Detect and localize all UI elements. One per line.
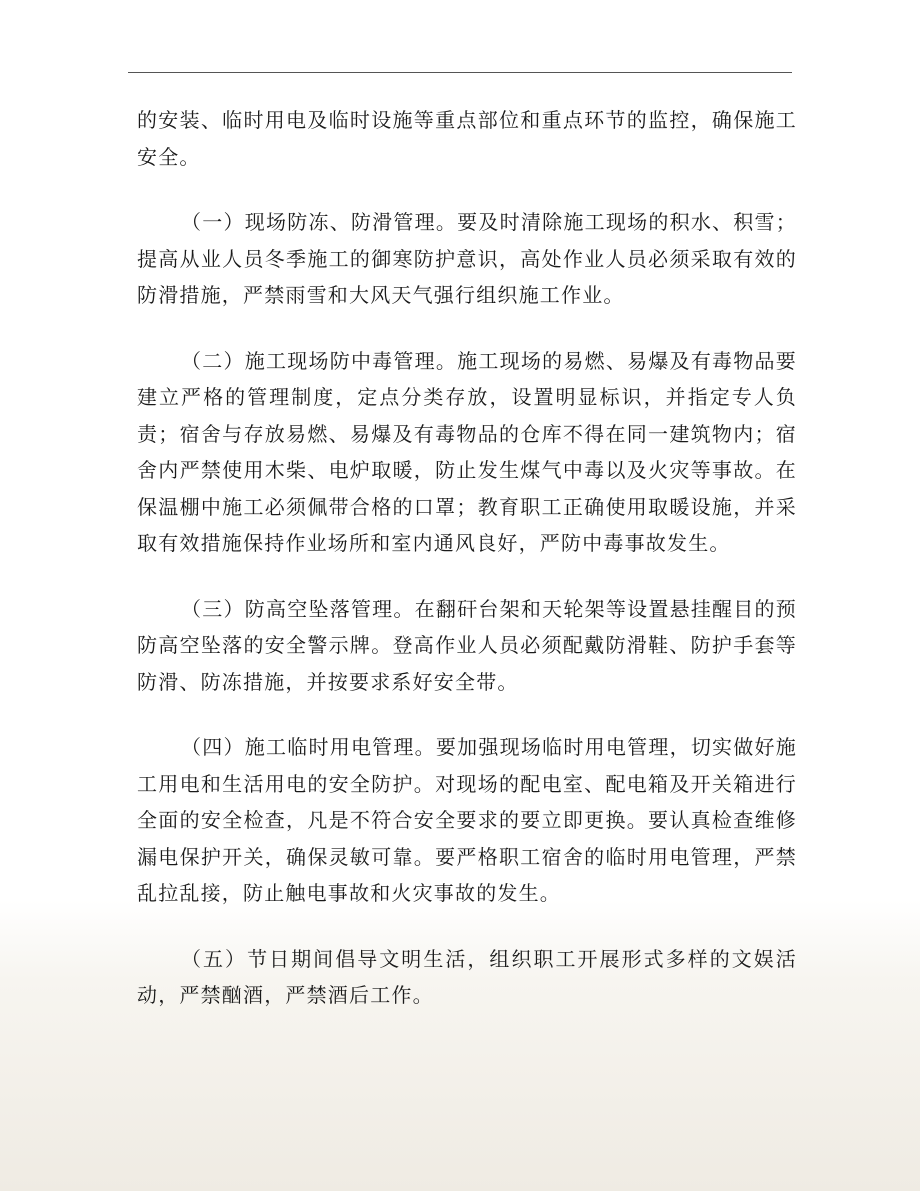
paragraph-5-holiday-conduct: （五）节日期间倡导文明生活，组织职工开展形式多样的文娱活动，严禁酗酒，严禁酒后工作。 <box>137 946 797 1007</box>
header-divider <box>128 72 792 73</box>
paragraph-continuation: 的安装、临时用电及临时设施等重点部位和重点环节的监控，确保施工安全。 <box>137 108 797 169</box>
paragraph-4-temporary-power: （四）施工临时用电管理。要加强现场临时用电管理，切实做好施工用电和生活用电的安全防护。对现场的配电室、配电箱及开关箱进行全面的安全检查，凡是不符合安全要求的要立即更换。要认真检查维修漏电保护开关，确保灵敏可靠。要严格职工宿舍的临时用电管理，严禁乱拉乱接，防止触电事故和火灾事故的发生。 <box>137 735 797 905</box>
paragraph-2-anti-poisoning: （二）施工现场防中毒管理。施工现场的易燃、易爆及有毒物品要建立严格的管理制度，定点分类存放，设置明显标识，并指定专人负责；宿舍与存放易燃、易爆及有毒物品的仓库不得在同一建筑物内；宿舍内严禁使用木柴、电炉取暖，防止发生煤气中毒以及火灾等事故。在保温棚中施工必须佩带合格的口罩；教育职工正确使用取暖设施，并采取有效措施保持作业场所和室内通风良好，严防中毒事故发生。 <box>137 348 797 555</box>
document-body <box>137 102 797 1043</box>
paragraph-1-antifreeze: （一）现场防冻、防滑管理。要及时清除施工现场的积水、积雪；提高从业人员冬季施工的御寒防护意识，高处作业人员必须采取有效的防滑措施，严禁雨雪和大风天气强行组织施工作业。 <box>137 210 797 307</box>
paragraph-3-fall-prevention: （三）防高空坠落管理。在翻矸台架和天轮架等设置悬挂醒目的预防高空坠落的安全警示牌。登高作业人员必须配戴防滑鞋、防护手套等防滑、防冻措施，并按要求系好安全带。 <box>137 596 797 694</box>
